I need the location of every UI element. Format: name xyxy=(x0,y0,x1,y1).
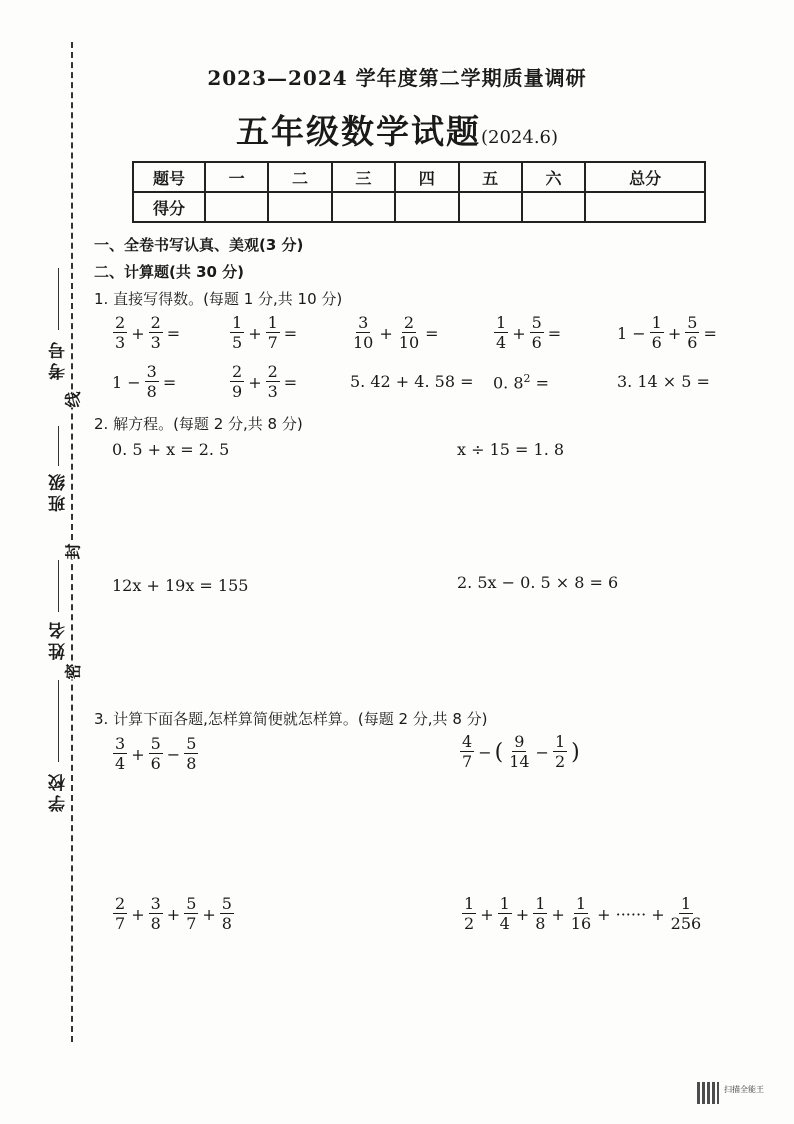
blank-kaohao xyxy=(58,268,59,330)
fraction: $\frac{5}{6}$ xyxy=(531,313,542,352)
fraction: $\frac{5}{8}$ xyxy=(186,734,197,773)
fraction: $\frac{3}{8}$ xyxy=(150,894,161,933)
q1-item-f: 1 − $\frac{3}{8}$ = xyxy=(112,362,177,401)
fraction: $\frac{5}{7}$ xyxy=(186,894,197,933)
fraction: $\frac{5}{8}$ xyxy=(221,894,232,933)
q1-item-j: 3. 14 × 5 = xyxy=(617,372,710,391)
score-blank[interactable] xyxy=(459,192,522,222)
exam-subtitle: 2023—2024 学年度第二学期质量调研 xyxy=(207,66,587,90)
score-blank[interactable] xyxy=(268,192,331,222)
score-cell: 二 xyxy=(268,162,331,192)
q2-equation-c: 12x + 19x = 155 xyxy=(112,576,249,595)
exam-title xyxy=(0,106,794,153)
score-cell: 总分 xyxy=(585,162,705,192)
q1-item-a: $\frac{2}{3}$ + $\frac{2}{3}$ = xyxy=(115,313,181,352)
label-xuexiao: 学校 xyxy=(49,770,69,812)
q1-item-h: 5. 42 + 4. 58 = xyxy=(350,372,474,391)
score-row-label: 得分 xyxy=(133,192,205,222)
fraction: $\frac{1}{256}$ xyxy=(670,894,702,933)
section-2-heading: 二、计算题(共 30 分) xyxy=(94,263,245,281)
q3-item-a: $\frac{3}{4}$ + $\frac{5}{6}$ − $\frac{5}{8}$ xyxy=(115,734,197,773)
q1-item-g: $\frac{2}{9}$ + $\frac{2}{3}$ = xyxy=(232,362,298,401)
blank-banji xyxy=(58,426,59,466)
q1-item-e: 1 − $\frac{1}{6}$ + $\frac{5}{6}$ = xyxy=(617,313,717,352)
q3-item-c: $\frac{2}{7}$ + $\frac{3}{8}$ + $\frac{5}{7}$ + $\frac{5}{8}$ xyxy=(115,894,232,933)
score-blank[interactable] xyxy=(395,192,458,222)
question-3-heading: 3. 计算下面各题,怎样算简便就怎样算。(每题 2 分,共 8 分) xyxy=(94,710,488,728)
fraction: $\frac{2}{7}$ xyxy=(115,894,126,933)
fraction: $\frac{1}{2}$ xyxy=(464,894,475,933)
score-cell: 一 xyxy=(205,162,268,192)
cut-mark-xian: 线 xyxy=(61,391,84,407)
label-kaohao: 考号 xyxy=(49,338,69,380)
q2-equation-d: 2. 5x − 0. 5 × 8 = 6 xyxy=(457,573,619,592)
score-cell: 六 xyxy=(522,162,585,192)
fraction: $\frac{4}{7}$ xyxy=(462,732,473,771)
cut-mark-feng: 封 xyxy=(61,543,84,559)
score-table-header-row xyxy=(133,162,705,192)
fraction: $\frac{1}{2}$ xyxy=(554,732,566,771)
score-table xyxy=(132,161,706,223)
fraction: $\frac{1}{4}$ xyxy=(499,894,510,933)
exam-date: (2024.6) xyxy=(480,127,559,148)
label-banji: 班级 xyxy=(49,470,69,512)
score-cell: 题号 xyxy=(133,162,205,192)
scanner-watermark: 扫描全能王 xyxy=(724,1085,764,1094)
score-table-score-row xyxy=(133,192,705,222)
blank-xuexiao xyxy=(58,680,59,762)
score-cell: 三 xyxy=(332,162,395,192)
score-blank[interactable] xyxy=(585,192,705,222)
score-blank[interactable] xyxy=(205,192,268,222)
fraction: $\frac{9}{14}$ xyxy=(509,732,530,771)
blank-xingming xyxy=(58,560,59,612)
fraction: $\frac{1}{7}$ xyxy=(267,313,278,352)
q1-item-i: 0. $8^2$ = xyxy=(493,372,550,393)
fraction: $\frac{1}{5}$ xyxy=(232,313,243,352)
score-blank[interactable] xyxy=(332,192,395,222)
fraction: $\frac{1}{6}$ xyxy=(651,313,662,352)
question-1-heading: 1. 直接写得数。(每题 1 分,共 10 分) xyxy=(94,290,343,308)
exam-title-text: 五年级数学试题 xyxy=(235,112,481,151)
fraction: $\frac{2}{10}$ xyxy=(398,313,420,352)
fraction: $\frac{2}{9}$ xyxy=(232,362,243,401)
fraction: $\frac{1}{4}$ xyxy=(496,313,507,352)
fraction: $\frac{5}{6}$ xyxy=(150,734,161,773)
fraction: $\frac{1}{16}$ xyxy=(570,894,592,933)
qr-code-icon xyxy=(697,1082,719,1104)
binding-dashed-line xyxy=(71,42,73,1042)
label-xingming: 姓名 xyxy=(49,618,69,660)
q2-equation-b: x ÷ 15 = 1. 8 xyxy=(457,440,565,459)
fraction: $\frac{3}{10}$ xyxy=(353,313,374,352)
q2-equation-a: 0. 5 + x = 2. 5 xyxy=(112,440,230,459)
section-1-heading: 一、全卷书写认真、美观(3 分) xyxy=(94,236,304,254)
q1-item-c: $\frac{3}{10}$ + $\frac{2}{10}$ = xyxy=(353,313,439,352)
q3-item-d: $\frac{1}{2}$ + $\frac{1}{4}$ + $\frac{1}{8}$ + $\frac{1}{16}$ + ······ + $\frac{1}{256}$ xyxy=(464,894,702,933)
fraction: $\frac{3}{8}$ xyxy=(146,362,157,401)
fraction: $\frac{3}{4}$ xyxy=(115,734,126,773)
q1-item-d: $\frac{1}{4}$ + $\frac{5}{6}$ = xyxy=(496,313,562,352)
fraction: $\frac{2}{3}$ xyxy=(150,313,161,352)
fraction: $\frac{5}{6}$ xyxy=(687,313,698,352)
fraction: $\frac{2}{3}$ xyxy=(267,362,278,401)
question-2-heading: 2. 解方程。(每题 2 分,共 8 分) xyxy=(94,415,303,433)
score-cell: 四 xyxy=(395,162,458,192)
q1-item-b: $\frac{1}{5}$ + $\frac{1}{7}$ = xyxy=(232,313,298,352)
fraction: $\frac{2}{3}$ xyxy=(115,313,126,352)
score-blank[interactable] xyxy=(522,192,585,222)
q3-item-b: $\frac{4}{7}$ − ( $\frac{9}{14}$ − $\frac{1}{2}$ ) xyxy=(462,732,580,771)
score-cell: 五 xyxy=(459,162,522,192)
cut-mark-mi: 密 xyxy=(61,663,84,679)
fraction: $\frac{1}{8}$ xyxy=(535,894,546,933)
